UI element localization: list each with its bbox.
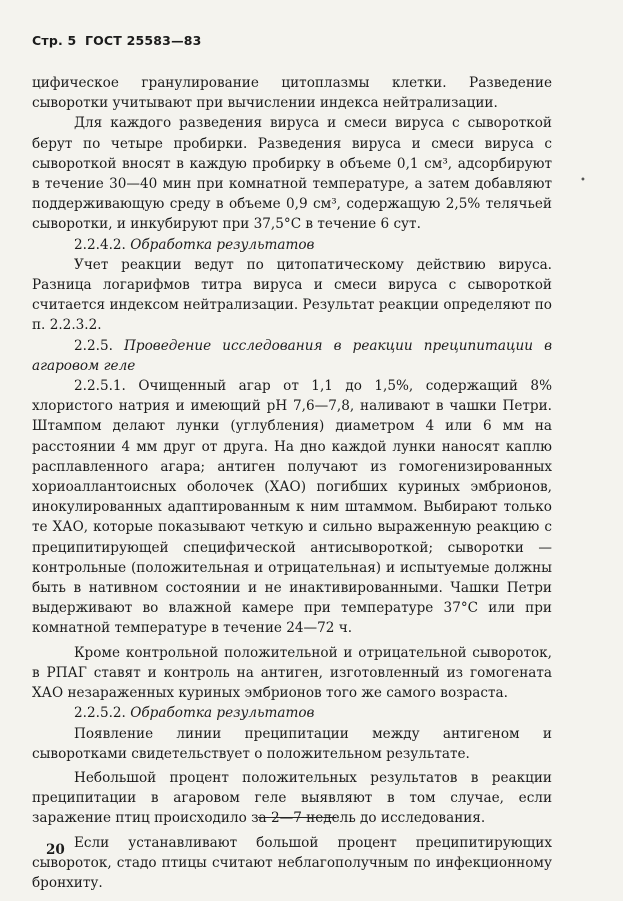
section-heading-2-2-5-2 <box>32 703 552 723</box>
paragraph-large-percent: Если устанавливают большой процент преципитирующих сывороток, стадо птицы считают неблагополучным по инфекционному бронхиту. <box>32 834 552 891</box>
section-number: 2.2.4.2. <box>74 236 126 253</box>
section-title: Обработка результатов <box>130 236 315 253</box>
section-heading-2-2-5 <box>32 336 552 376</box>
page-number: 20 <box>46 842 65 858</box>
scan-mark: • <box>580 175 586 186</box>
paragraph-dilution-procedure: Для каждого разведения вируса и смеси вируса с сывороткой берут по четыре пробирки. Разведения вируса и смеси вируса с сывороткой вносят в каждую пробирку в объеме 0,1 см³, адсорбируют в течение 30—40 мин при комнатной температуре, а затем добавляют поддерживающую среду в объеме 0,9 см³, содержащую 2,5% телячьей сыворотки, и инкубируют при 37,5°С в течение 6 сут. <box>32 115 552 233</box>
page-label: Стр. 5 <box>32 33 77 48</box>
section-number: 2.2.5.2. <box>74 705 126 722</box>
end-rule <box>258 817 336 818</box>
page-header <box>32 33 202 48</box>
document-body <box>32 73 552 893</box>
section-number: 2.2.5. <box>74 337 113 354</box>
section-heading-2-2-4-2 <box>32 235 552 255</box>
paragraph-controls: Кроме контрольной положительной и отрицательной сывороток, в РПАГ ставят и контроль на антиген, изготовленный из гомогената ХАО незараженных куриных эмбрионов того же самого возраста. <box>32 644 552 702</box>
section-title: Обработка результатов <box>130 705 315 722</box>
section-title: Проведение исследования в реакции преципитации в агаровом геле <box>32 337 552 374</box>
paragraph-small-percent: Небольшой процент положительных результатов в реакции преципитации в агаровом геле выявляют в том случае, если заражение птиц происходило за 2—7 недель до исследования. <box>32 769 552 827</box>
paragraph-agar-procedure: 2.2.5.1. Очищенный агар от 1,1 до 1,5%, содержащий 8% хлористого натрия и имеющий рН 7,6—7,8, наливают в чашки Петри. Штампом делают лунки (углубления) диаметром 4 или 6 мм на расстоянии 4 мм друг от друга. На дно каждой лунки наносят каплю расплавленного агара; антиген получают из гомогенизированных хориоаллантоисных оболочек (ХАО) погибших куриных эмбрионов, инокулированных адаптированным к ним штаммом. Выбирают только те ХАО, которые показывают четкую и сильно выраженную реакцию с преципитирующей специфической антисывороткой; сыворотки — контрольные (положительная и отрицательная) и испытуемые должны быть в нативном состоянии и не инактивированными. Чашки Петри выдерживают во влажной камере при температуре 37°С или при комнатной температуре в течение 24—72 ч. <box>32 378 552 637</box>
gost-label: ГОСТ 25583—83 <box>84 33 202 48</box>
paragraph-positive-result: Появление линии преципитации между антигеном и сыворотками свидетельствует о положительном результате. <box>32 725 552 762</box>
paragraph-continuation: цифическое гранулирование цитоплазмы клетки. Разведение сыворотки учитывают при вычислении индекса нейтрализации. <box>32 75 552 112</box>
paragraph-results-neutralization: Учет реакции ведут по цитопатическому действию вируса. Разница логарифмов титра вируса и смеси вируса с сывороткой считается индексом нейтрализации. Результат реакции определяют по п. 2.2.3.2. <box>32 256 552 334</box>
